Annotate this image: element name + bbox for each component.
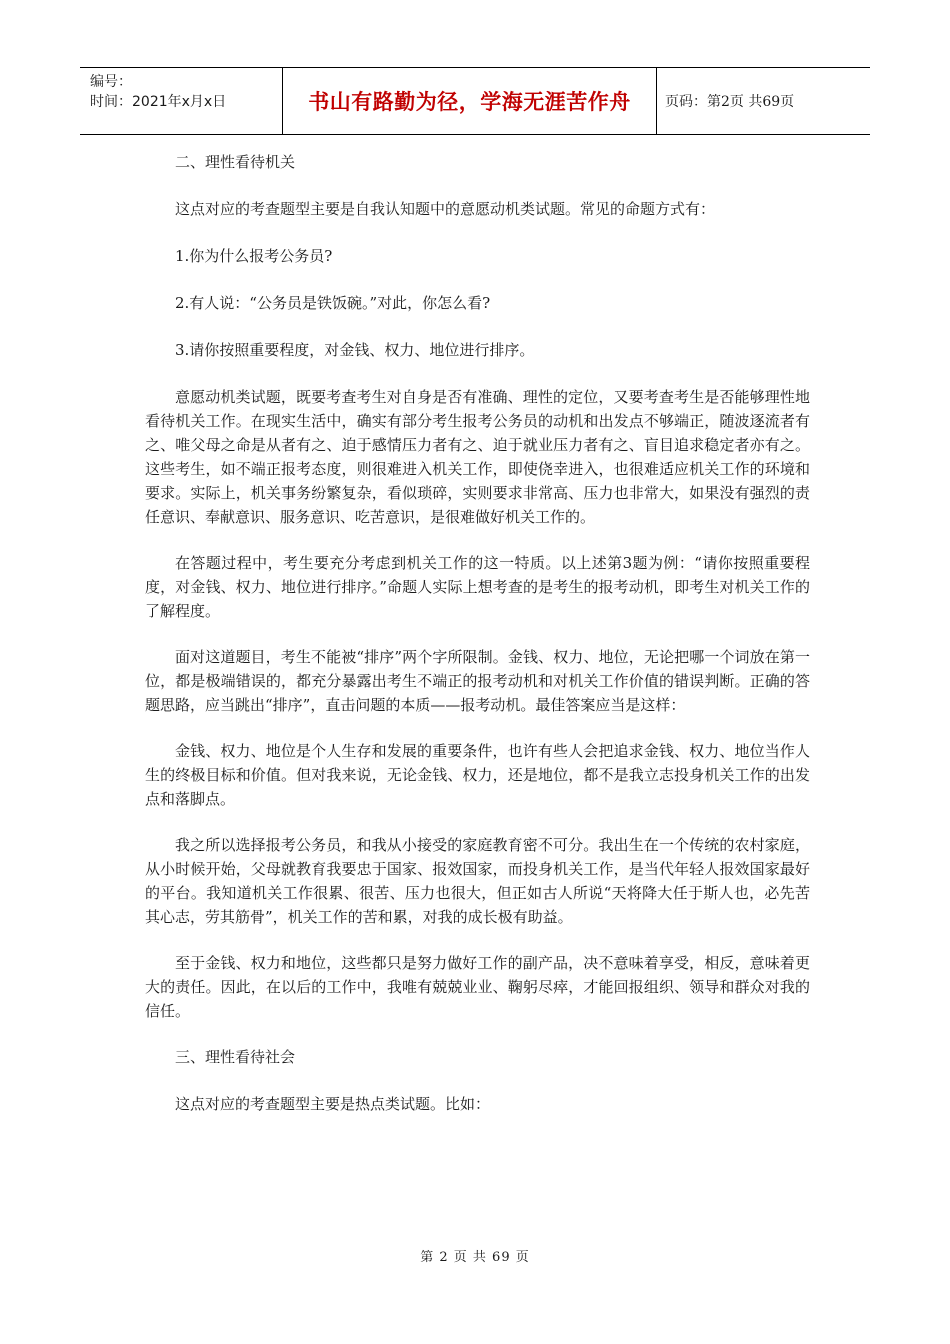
header-meta-cell: [80, 68, 283, 134]
header-page-info: 页码：第2页 共69页: [665, 94, 795, 110]
section-heading: 三、理性看待社会: [175, 1048, 296, 1066]
paragraph: 我之所以选择报考公务员，和我从小接受的家庭教育密不可分。我出生在一个传统的农村家庭，从小时候开始，父母就教育我要忠于国家、报效国家，而投身机关工作，是当代年轻人报效国家最好的平台。我知道机关工作很累、很苦、压力也很大，但正如古人所说“天将降大任于斯人也，必先苦其心志，劳其筋骨”，机关工作的苦和累，对我的成长极有助益。: [145, 836, 810, 926]
header-motto: 书山有路勤为径，学海无涯苦作舟: [283, 68, 657, 134]
paragraph: 在答题过程中，考生要充分考虑到机关工作的这一特质。以上述第3题为例：“请你按照重要程度，对金钱、权力、地位进行排序。”命题人实际上想考查的是考生的报考动机，即考生对机关工作的了解程度。: [145, 554, 810, 620]
document-body: [145, 150, 810, 1139]
question-item: 1.你为什么报考公务员?: [175, 247, 333, 265]
date-label: 时间：2021年x月x日: [90, 94, 227, 110]
paragraph: 意愿动机类试题，既要考查考生对自身是否有准确、理性的定位，又要考查考生是否能够理性地看待机关工作。在现实生活中，确实有部分考生报考公务员的动机和出发点不够端正，随波逐流者有之、唯父母之命是从者有之、迫于感情压力者有之、迫于就业压力者有之、盲目追求稳定者亦有之。这些考生，如不端正报考态度，则很难进入机关工作，即使侥幸进入，也很难适应机关工作的环境和要求。实际上，机关事务纷繁复杂，看似琐碎，实则要求非常高、压力也非常大，如果没有强烈的责任意识、奉献意识、服务意识、吃苦意识，是很难做好机关工作的。: [145, 388, 810, 526]
page-header: [80, 67, 870, 135]
paragraph: 面对这道题目，考生不能被“排序”两个字所限制。金钱、权力、地位，无论把哪一个词放在第一位，都是极端错误的，都充分暴露出考生不端正的报考动机和对机关工作价值的错误判断。正确的答题思路，应当跳出“排序”，直击问题的本质——报考动机。最佳答案应当是这样：: [145, 648, 810, 714]
paragraph: 这点对应的考查题型主要是自我认知题中的意愿动机类试题。常见的命题方式有：: [175, 200, 716, 218]
question-item: 3.请你按照重要程度，对金钱、权力、地位进行排序。: [175, 341, 535, 359]
page-footer: 第 2 页 共 69 页: [420, 1250, 530, 1265]
serial-number-label: 编号：: [90, 74, 132, 90]
paragraph: 至于金钱、权力和地位，这些都只是努力做好工作的副产品，决不意味着享受，相反，意味着更大的责任。因此，在以后的工作中，我唯有兢兢业业、鞠躬尽瘁，才能回报组织、领导和群众对我的信任。: [145, 954, 810, 1020]
paragraph: 这点对应的考查题型主要是热点类试题。比如：: [175, 1095, 491, 1113]
paragraph: 金钱、权力、地位是个人生存和发展的重要条件，也许有些人会把追求金钱、权力、地位当作人生的终极目标和价值。但对我来说，无论金钱、权力，还是地位，都不是我立志投身机关工作的出发点和落脚点。: [145, 742, 810, 808]
section-heading: 二、理性看待机关: [175, 153, 296, 171]
question-item: 2.有人说：“公务员是铁饭碗。”对此，你怎么看?: [175, 294, 491, 312]
